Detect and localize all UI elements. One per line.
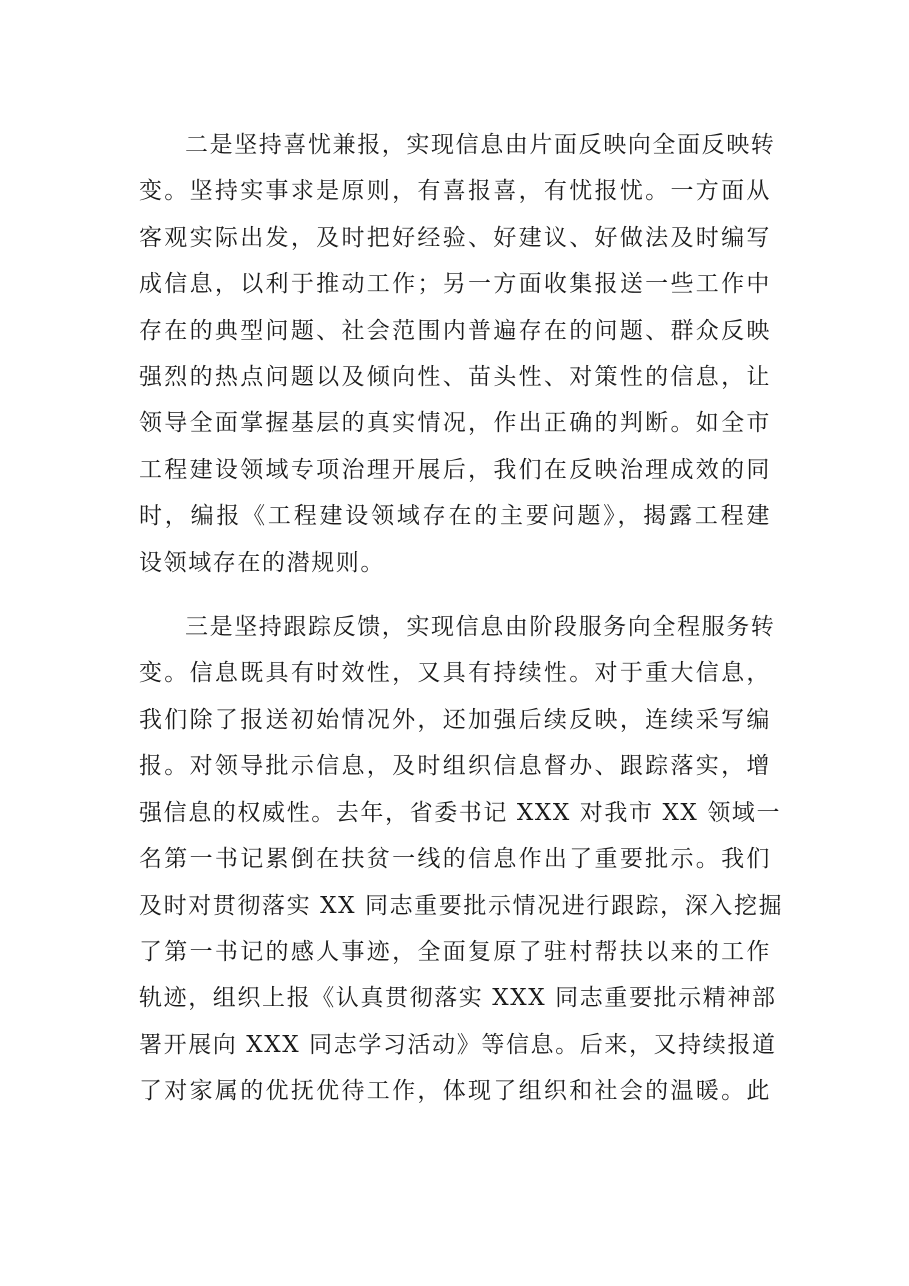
paragraph-line: 了对家属的优抚优待工作，体现了组织和社会的温暖。此 (139, 1078, 771, 1105)
paragraph-line: 署开展向 XXX 同志学习活动》等信息。后来，又持续报道 (139, 1031, 777, 1058)
paragraph-line: 变。信息既具有时效性，又具有持续性。对于重大信息， (139, 660, 771, 687)
paragraph-3 (139, 604, 784, 1114)
paragraph-line: 报。对领导批示信息，及时组织信息督办、跟踪落实，增 (139, 753, 771, 780)
paragraph-line: 轨迹，组织上报《认真贯彻落实 XXX 同志重要批示精神部 (139, 985, 777, 1012)
paragraph-spacer (139, 586, 771, 604)
paragraph-line: 强信息的权威性。去年，省委书记 XXX 对我市 XX 领域一 (139, 799, 782, 826)
paragraph-line: 工程建设领域专项治理开展后，我们在反映治理成效的同 (139, 456, 771, 483)
paragraph-line: 三是坚持跟踪反馈，实现信息由阶段服务向全程服务转 (185, 614, 776, 641)
paragraph-line: 时，编报《工程建设领域存在的主要问题》，揭露工程建 (139, 503, 771, 530)
paragraph-line: 变。坚持实事求是原则，有喜报喜，有忧报忧。一方面从 (139, 178, 771, 205)
paragraph-line: 了第一书记的感人事迹，全面复原了驻村帮扶以来的工作 (139, 938, 771, 965)
paragraph-line: 二是坚持喜忧兼报，实现信息由片面反映向全面反映转 (185, 132, 776, 158)
paragraph-line: 设领域存在的潜规则。 (139, 549, 385, 576)
document-page (139, 122, 784, 1115)
paragraph-line: 存在的典型问题、社会范围内普遍存在的问题、群众反映 (139, 317, 771, 344)
paragraph-line: 名第一书记累倒在扶贫一线的信息作出了重要批示。我们 (139, 846, 771, 873)
paragraph-2 (139, 122, 776, 586)
paragraph-line: 客观实际出发，及时把好经验、好建议、好做法及时编写 (139, 224, 771, 251)
paragraph-line: 我们除了报送初始情况外，还加强后续反映，连续采写编 (139, 706, 771, 733)
paragraph-line: 成信息，以利于推动工作；另一方面收集报送一些工作中 (139, 271, 771, 298)
paragraph-line: 强烈的热点问题以及倾向性、苗头性、对策性的信息，让 (139, 364, 771, 391)
paragraph-line: 领导全面掌握基层的真实情况，作出正确的判断。如全市 (139, 410, 771, 437)
paragraph-line: 及时对贯彻落实 XX 同志重要批示情况进行跟踪，深入挖掘 (139, 892, 784, 919)
